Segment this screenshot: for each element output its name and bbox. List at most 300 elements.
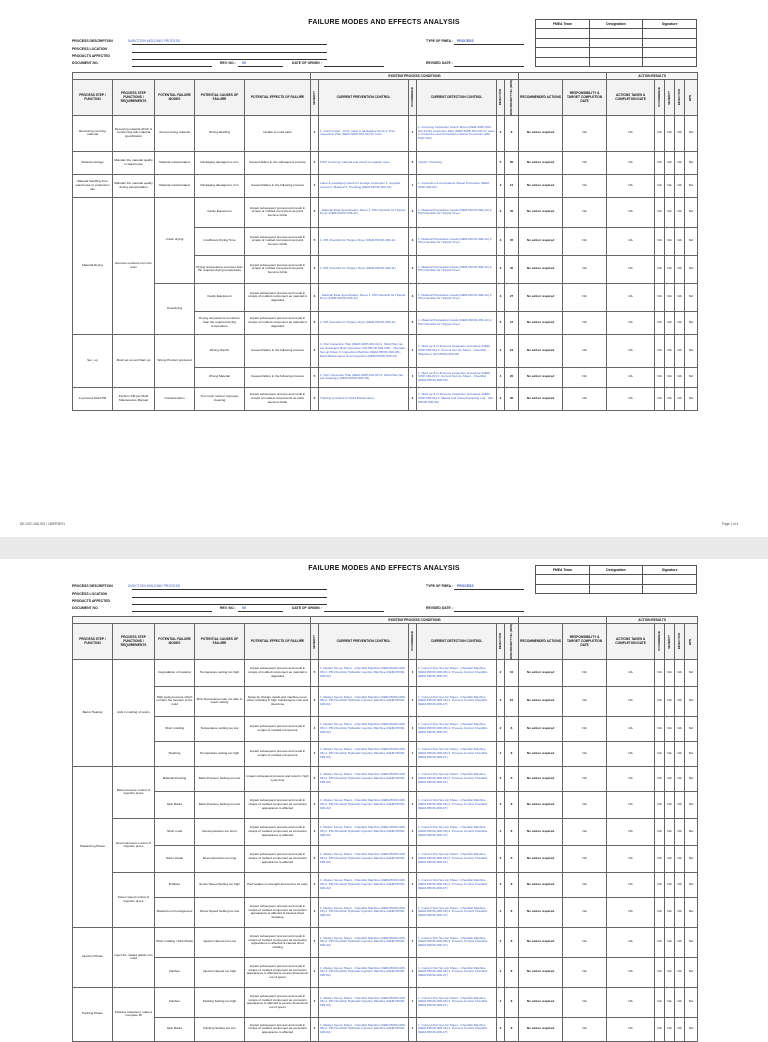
detection-control-cell: 1. Current Run Set-Up Sheet - Checklist Machine (DEM-PROD-006-06) 2. Process Control Checklist (DEM-PROD-006-07) (417, 927, 497, 957)
result-detection-cell: NA (675, 1017, 685, 1041)
cause-cell: Melt Temperature was not able to reach setting (195, 686, 245, 716)
prevention-control-cell: 1. Master Set-up Sheet - Checklist Machine (DEM-PROD-006-06) 2. PM Checklist Hydraulic Injection Machine (DEM-PROD-006-02) (319, 659, 409, 686)
team-cell (589, 48, 643, 58)
detection-control-cell: 1. Current Run Set-Up Sheet - Checklist Machine (DEM-PROD-006-06) 2. Process Control Checklist (DEM-PROD-006-07) (417, 897, 497, 927)
process-description-label: PROCESS DESCRIPTION (72, 584, 113, 588)
rev-no-label: REV. NO.: (220, 61, 236, 65)
rpn-cell: 8 (505, 897, 519, 927)
header-action-results: ACTION RESULTS (607, 617, 698, 624)
severity-cell: 4 (311, 716, 319, 741)
prevention-control-cell: 1. Part Inspection Plan (DEM-SWP-001-02) 2. Mold Plan (as per drawings) Mold instruction (WI-PROD-006-005) - Operator Set-up Sheet 3. Inspection Machine (DEM-PROD-006-05) - Mold Maintenance Sea Inspection (DEM-PROD-006-07) (319, 334, 409, 367)
result-detection-cell: NA (675, 334, 685, 367)
severity-cell: 5 (311, 387, 319, 410)
document-meta (72, 39, 532, 75)
responsibility-cell: NA (563, 227, 607, 255)
header-responsibility: RESPONSIBILITY & TARGET COMPLETION DATE (563, 624, 607, 660)
occurrence-cell: 1 (409, 659, 417, 686)
underline (132, 48, 327, 53)
rpn-cell: 8 (505, 987, 519, 1017)
effect-cell: Impact subsequent process and result in scraps of molded component as parts become brittle (245, 197, 311, 227)
responsibility-cell: NA (563, 255, 607, 283)
products-affected-row (72, 599, 128, 603)
header-prevention-control: CURRENT PREVENTION CONTROL (319, 624, 409, 660)
severity-cell: 4 (311, 845, 319, 872)
fmea-row (73, 174, 698, 197)
failure-mode-cell: Sink Marks (155, 791, 195, 818)
process-location-label: PROCESS LOCATION (72, 47, 107, 51)
header-existing-conditions: EXISTING PROCESS CONDITIONS (311, 73, 519, 80)
detection-control-cell: 1. Current Run Set-Up Sheet - Checklist Machine (DEM-PROD-006-06) 2. Process Control Checklist (DEM-PROD-006-07) (417, 845, 497, 872)
fmea-table (72, 72, 698, 411)
header-detection-control: CURRENT DETECTION CONTROL (417, 80, 497, 116)
responsibility-cell: NA (563, 741, 607, 766)
detection-control-cell: 1. Start-up & In-Process inspection procedure (DEM-SWP-004-02) 2. Metals and Visual Sampling Log - (WI-PROD-006-05) (417, 387, 497, 410)
requirement-cell: Receiving material which is conforming with material specification (113, 115, 155, 151)
underline (132, 62, 212, 67)
process-step-cell: Material Drying (73, 197, 113, 334)
result-detection-cell: NA (675, 174, 685, 197)
recommended-action-cell: No action required (519, 311, 563, 334)
result-severity-cell: NA (665, 334, 675, 367)
team-cell (589, 38, 643, 48)
recommended-action-cell: No action required (519, 957, 563, 987)
actions-taken-cell: NA (607, 283, 655, 311)
occurrence-cell: 1 (409, 367, 417, 387)
fmea-row (73, 987, 698, 1017)
result-detection-cell: NA (675, 927, 685, 957)
occurrence-cell: 1 (409, 818, 417, 845)
occurrence-cell: 3 (409, 151, 417, 174)
detection-control-cell: 1. Current Run Set-Up Sheet - Checklist Machine (DEM-PROD-006-06) 2. Process Control Checklist (DEM-PROD-006-07) (417, 766, 497, 791)
result-rpn-cell: NA (685, 957, 698, 987)
type-of-fmea-value: PROCESS (457, 584, 474, 588)
effect-cell: Caused failure in the following process (245, 174, 311, 197)
recommended-action-cell: No action required (519, 686, 563, 716)
cause-cell: Temperature setting too high (195, 741, 245, 766)
result-detection-cell: NA (675, 255, 685, 283)
actions-taken-cell: NA (607, 791, 655, 818)
footer-doc-ref: DE-DOC-008-001 / 150PR0F01 (20, 522, 66, 526)
occurrence-cell: 1 (409, 957, 417, 987)
cause-cell: Drying temperature set above than the required drying temperature (195, 311, 245, 334)
page-separator (0, 537, 768, 559)
cause-cell: Back Pressure Setting too low (195, 766, 245, 791)
detection-control-cell: 1. Start-up & In-Process inspection procedure (DEM-SWP-004-02) 2. Current Set-Up Sheet - Checklist (Machine) (WI-PROD-006-06) (417, 334, 497, 367)
process-location-row (72, 592, 128, 596)
result-occurrence-cell: NA (655, 367, 665, 387)
cause-cell: Back Pressure Setting too low (195, 791, 245, 818)
result-occurrence-cell: NA (655, 283, 665, 311)
recommended-action-cell: No action required (519, 741, 563, 766)
detection-cell: 2 (497, 686, 505, 716)
team-cell (536, 29, 590, 39)
team-header-fmea-team: FMEA Team (536, 20, 590, 29)
underline (132, 607, 212, 612)
occurrence-cell: 1 (409, 334, 417, 367)
result-rpn-cell: NA (685, 1017, 698, 1041)
page-title: FAILURE MODES AND EFFECTS ANALYSIS (308, 565, 460, 572)
result-rpn-cell: NA (685, 897, 698, 927)
effect-cell: Impact subsequent process and result in scraps of molded component as cosmetics appearance is affected (245, 1017, 311, 1041)
process-location-row (72, 47, 128, 51)
actions-taken-cell: NA (607, 197, 655, 227)
header-existing-conditions: EXISTING PROCESS CONDITIONS (311, 617, 519, 624)
effect-cell: Impact subsequent process and result in scraps of molded component as cosmetics appearance is affected (245, 845, 311, 872)
products-affected-label: PRODUCTS AFFECTED (72, 54, 110, 58)
fmea-row (73, 741, 698, 766)
severity-cell: 4 (311, 897, 319, 927)
result-detection-cell: NA (675, 716, 685, 741)
detection-cell: 3 (497, 174, 505, 197)
rpn-cell: 8 (505, 845, 519, 872)
fmea-row (73, 818, 698, 845)
detection-cell: 2 (497, 791, 505, 818)
result-detection-cell: NA (675, 387, 685, 410)
rpn-cell: 8 (505, 766, 519, 791)
recommended-action-cell: No action required (519, 791, 563, 818)
result-occurrence-cell: NA (655, 255, 665, 283)
responsibility-cell: NA (563, 334, 607, 367)
process-description-value: INJECTION MOLDING PROCESS (128, 584, 181, 588)
result-severity-cell: NA (665, 197, 675, 227)
responsibility-cell: NA (563, 818, 607, 845)
actions-taken-cell: NA (607, 957, 655, 987)
underline (238, 62, 283, 67)
result-detection-cell: NA (675, 818, 685, 845)
team-cell (536, 575, 590, 585)
severity-cell: 4 (311, 791, 319, 818)
responsibility-cell: NA (563, 686, 607, 716)
cause-cell: Packaging damaged or torn (195, 151, 245, 174)
result-occurrence-cell: NA (655, 151, 665, 174)
result-detection-cell: NA (675, 957, 685, 987)
result-severity-cell: NA (665, 741, 675, 766)
responsibility-cell: NA (563, 283, 607, 311)
result-occurrence-cell: NA (655, 716, 665, 741)
rpn-cell: 8 (505, 1017, 519, 1041)
prevention-control-cell: 1. Master Set-up Sheet - Checklist Machine (DEM-PROD-006-06) 2. PM Checklist Hydraulic Injection Machine (DEM-PROD-006-02) (319, 957, 409, 987)
severity-cell: 4 (311, 927, 319, 957)
detection-control-cell: 1. Inspection & Acceptance Status Procedure (DEM-SWP-004-02) (417, 174, 497, 197)
responsibility-cell: NA (563, 872, 607, 897)
cause-cell: Screw Speed Setting too low (195, 897, 245, 927)
severity-cell: 4 (311, 957, 319, 987)
recommended-action-cell: No action required (519, 1017, 563, 1041)
result-detection-cell: NA (675, 897, 685, 927)
result-occurrence-cell: NA (655, 987, 665, 1017)
result-detection-cell: NA (675, 741, 685, 766)
revised-date-label: REVISED DATE : (426, 606, 453, 610)
fmea-team-table (535, 565, 697, 594)
actions-taken-cell: NA (607, 334, 655, 367)
severity-cell: 4 (311, 987, 319, 1017)
header-result-detection: DETECTION (675, 80, 685, 116)
detection-cell: 3 (497, 197, 505, 227)
result-rpn-cell: NA (685, 311, 698, 334)
fmea-team-table (535, 19, 697, 67)
occurrence-cell: 1 (409, 845, 417, 872)
result-severity-cell: NA (665, 151, 675, 174)
type-of-fmea-value: PROCESS (457, 39, 474, 43)
detection-cell: 2 (497, 872, 505, 897)
result-occurrence-cell: NA (655, 791, 665, 818)
prevention-control-cell: 1. Master Set-up Sheet - Checklist Machine (DEM-PROD-006-06) 2. PM Checklist Hydraulic Injection Machine (DEM-PROD-006-02) (319, 987, 409, 1017)
result-severity-cell: NA (665, 659, 675, 686)
failure-mode-cell: Material contaminated (155, 151, 195, 174)
result-occurrence-cell: NA (655, 957, 665, 987)
detection-cell: 3 (497, 255, 505, 283)
rpn-cell: 45 (505, 227, 519, 255)
result-detection-cell: NA (675, 151, 685, 174)
recommended-action-cell: No action required (519, 255, 563, 283)
fmea-page-2 (0, 560, 768, 1035)
result-severity-cell: NA (665, 927, 675, 957)
recommended-action-cell: No action required (519, 872, 563, 897)
result-rpn-cell: NA (685, 115, 698, 151)
failure-mode-cell: Material non homogenous (155, 897, 195, 927)
detection-control-cell: 1. Material Preparation Guide (DEM-PROD-006-12) 2. PM Checklist for Hopper Dryer (417, 197, 497, 227)
prevention-control-cell: 1. Part Inspection Plan (DEM-SWP-001-02) 2. Mold Plan (as per drawings) (DEM-PROD-006-05) (319, 367, 409, 387)
result-rpn-cell: NA (685, 659, 698, 686)
result-severity-cell: NA (665, 872, 675, 897)
effect-cell: Caused failure in the following process (245, 367, 311, 387)
prevention-control-cell: 1. Master Set-up Sheet - Checklist Machine (DEM-PROD-006-06) 2. PM Checklist Hydraulic Injection Machine (DEM-PROD-006-02) (319, 1017, 409, 1041)
rpn-cell: 45 (505, 197, 519, 227)
effect-cell: Impact subsequent process and result in scraps of molded component as cosmetics appearance is affected & caused sheet breaking (245, 897, 311, 927)
requirement-cell: Maintain the material quality in warehouse (113, 151, 155, 174)
document-meta (72, 584, 532, 620)
result-rpn-cell: NA (685, 367, 698, 387)
requirement-cell: Aids in melting of resins (113, 659, 155, 766)
revised-date-label: REVISED DATE : (426, 61, 453, 65)
header-occurrence: OCCURRENCE (409, 80, 417, 116)
team-cell (643, 48, 697, 58)
recommended-action-cell: No action required (519, 927, 563, 957)
actions-taken-cell: NA (607, 311, 655, 334)
severity-cell: 4 (311, 334, 319, 367)
result-detection-cell: NA (675, 872, 685, 897)
effect-cell: Impact subsequent process and result in scraps of molded components as parts become brittle (245, 387, 311, 410)
failure-mode-cell: High peak pressure which renders the function of the mold (155, 686, 195, 716)
actions-taken-cell: NA (607, 872, 655, 897)
requirement-cell: Packing material to make a complete fill (113, 987, 155, 1041)
detection-control-cell: 1. Material Preparation Guide (DEM-PROD-006-12) 2. PM Checklist for Hopper Dryer (417, 311, 497, 334)
header-result-detection: DETECTION (675, 624, 685, 660)
team-cell (643, 57, 697, 67)
rpn-cell: 8 (505, 716, 519, 741)
cause-cell: Packaging damaged or torn (195, 174, 245, 197)
cause-cell: Wrong labelling (195, 115, 245, 151)
cause-cell: Injection Speed too high (195, 957, 245, 987)
responsibility-cell: NA (563, 151, 607, 174)
effect-cell: Impact subsequent process and result in scraps of molded component as cosmetics appearance is affected & excess dimensions out of specs (245, 987, 311, 1017)
severity-cell: 3 (311, 283, 319, 311)
detection-cell: 2 (497, 818, 505, 845)
document-no-label: DOCUMENT NO. (72, 606, 99, 610)
result-detection-cell: NA (675, 283, 685, 311)
result-severity-cell: NA (665, 686, 675, 716)
prevention-control-cell: 1. Master Set-up Sheet - Checklist Machine (DEM-PROD-006-06) 2. PM Checklist Hydraulic Injection Machine (DEM-PROD-006-02) (319, 927, 409, 957)
severity-cell: 4 (311, 115, 319, 151)
occurrence-cell: 1 (409, 115, 417, 151)
failure-mode-cell: Silver streak (155, 845, 195, 872)
prevention-control-cell: 1. Master Set-up Sheet - Checklist Machine (DEM-PROD-006-06) 2. PM Checklist Hydraulic Injection Machine (DEM-PROD-006-02) (319, 686, 409, 716)
prevention-control-cell: - Material Data Specification Sheet 1. PM Checklist for Hopper Dryer (DEM-PROD-006-11) (319, 283, 409, 311)
severity-cell: 4 (311, 1017, 319, 1041)
recommended-action-cell: No action required (519, 987, 563, 1017)
team-cell (536, 48, 590, 58)
detection-cell: 2 (497, 845, 505, 872)
header-causes: POTENTIAL CAUSES OF FAILURE (195, 624, 245, 660)
severity-cell: 4 (311, 872, 319, 897)
header-step: PROCESS STEP / FUNCTION (73, 80, 113, 116)
fmea-row (73, 659, 698, 686)
cause-cell: Wrong branch (195, 334, 245, 367)
effect-cell: Impact subsequent process and result in scraps of molded component as cosmetics appearance is affected & excess dimensions out of specs (245, 957, 311, 987)
fmea-row (73, 151, 698, 174)
effect-cell: Impact subsequent process and result in scraps of molded component as material is degraded (245, 659, 311, 686)
result-detection-cell: NA (675, 227, 685, 255)
actions-taken-cell: NA (607, 255, 655, 283)
fmea-table (72, 616, 698, 1042)
effect-cell: Scrap by change molds and machine never when resulting in high maintenance cost and downtime (245, 686, 311, 716)
underline (324, 62, 384, 67)
detection-cell: 3 (497, 227, 505, 255)
fmea-row (73, 957, 698, 987)
prevention-control-cell: 1. PM Checklist for Hopper Dryer (DEM-PROD-006-11) (319, 311, 409, 334)
requirement-cell: Decompression control of injection press (113, 818, 155, 872)
result-occurrence-cell: NA (655, 334, 665, 367)
header-requirements: PROCESS STEP FUNCTIONS / REQUIREMENTS (113, 80, 155, 116)
failure-mode-cell: Flashes (155, 987, 195, 1017)
requirement-cell: Inject the melted plastic into mold (113, 927, 155, 987)
rpn-cell: 8 (505, 957, 519, 987)
result-detection-cell: NA (675, 659, 685, 686)
footer-page-number: Page 1 of 4 (722, 522, 739, 526)
team-cell (589, 584, 643, 594)
responsibility-cell: NA (563, 1017, 607, 1041)
result-detection-cell: NA (675, 311, 685, 334)
responsibility-cell: NA (563, 311, 607, 334)
detection-control-cell: 1. Material Preparation Guide (DEM-PROD-006-12) 2. PM Checklist for Hopper Dryer (417, 227, 497, 255)
responsibility-cell: NA (563, 957, 607, 987)
detection-cell: 5 (497, 151, 505, 174)
result-detection-cell: NA (675, 766, 685, 791)
recommended-action-cell: No action required (519, 283, 563, 311)
detection-control-cell: 1. Current Run Set-Up Sheet - Checklist Machine (DEM-PROD-006-06) 2. Process Control Checklist (DEM-PROD-006-07) (417, 957, 497, 987)
result-severity-cell: NA (665, 283, 675, 311)
header-requirements: PROCESS STEP FUNCTIONS / REQUIREMENTS (113, 624, 155, 660)
severity-cell: 4 (311, 741, 319, 766)
rpn-cell: 8 (505, 818, 519, 845)
occurrence-cell: 3 (409, 387, 417, 410)
result-rpn-cell: NA (685, 227, 698, 255)
actions-taken-cell: NA (607, 845, 655, 872)
result-rpn-cell: NA (685, 766, 698, 791)
underline (324, 607, 384, 612)
result-rpn-cell: NA (685, 987, 698, 1017)
actions-taken-cell: NA (607, 927, 655, 957)
failure-mode-cell: Contamination (155, 387, 195, 410)
underline (132, 585, 327, 590)
recommended-action-cell: No action required (519, 766, 563, 791)
header-rpn: RISK PRIORITY NO. (RPN) (505, 80, 519, 116)
detection-cell: 2 (497, 659, 505, 686)
type-of-fmea-label: TYPE OF FMEA : (426, 39, 453, 43)
responsibility-cell: NA (563, 766, 607, 791)
result-occurrence-cell: NA (655, 387, 665, 410)
severity-cell: 5 (311, 686, 319, 716)
prevention-control-cell: 1. Master Set-up Sheet - Checklist Machine (DEM-PROD-006-06) 2. PM Checklist Hydraulic Injection Machine (DEM-PROD-006-02) (319, 741, 409, 766)
header-result-rpn: RPN (685, 624, 698, 660)
detection-cell: 4 (497, 367, 505, 387)
detection-control-cell: Visual / Checking (417, 151, 497, 174)
actions-taken-cell: NA (607, 987, 655, 1017)
recommended-action-cell: No action required (519, 174, 563, 197)
team-cell (643, 38, 697, 48)
result-rpn-cell: NA (685, 845, 698, 872)
cause-cell: Temperature setting too low (195, 716, 245, 741)
effect-cell: Impact subsequent process and result in scraps of molded component as material is degraded (245, 311, 311, 334)
effect-cell: Impact subsequent process and result in scraps of molded component as cosmetics appearance is affected (245, 818, 311, 845)
result-severity-cell: NA (665, 174, 675, 197)
cause-cell: Drying temperature set lower than the required drying temperature (195, 255, 245, 283)
process-step-cell: Set - up (73, 334, 113, 387)
process-step-cell: Plasticizing Phase (73, 766, 113, 927)
process-description-label: PROCESS DESCRIPTION (72, 39, 113, 43)
rpn-cell: 16 (505, 334, 519, 367)
team-header-signature: Signature (643, 566, 697, 575)
result-occurrence-cell: NA (655, 659, 665, 686)
actions-taken-cell: NA (607, 818, 655, 845)
result-severity-cell: NA (665, 987, 675, 1017)
team-header-designation: Designation (589, 20, 643, 29)
occurrence-cell: 1 (409, 897, 417, 927)
detection-control-cell: 1. Start-up & In-Process inspection procedure (DEM-SWP-004-02) 2. Current Set-Up Sheet - Checklist (DEM-PROD-006-06) (417, 367, 497, 387)
header-actions-taken: ACTIONS TAKEN & COMPLETION DATE (607, 80, 655, 116)
document-no-label: DOCUMENT NO. (72, 61, 99, 65)
underline (238, 607, 283, 612)
occurrence-cell: 1 (409, 791, 417, 818)
fmea-row (73, 872, 698, 897)
result-detection-cell: NA (675, 987, 685, 1017)
header-result-severity: SEVERITY (665, 80, 675, 116)
team-cell (643, 584, 697, 594)
failure-mode-cell: Bubbles (155, 872, 195, 897)
result-rpn-cell: NA (685, 151, 698, 174)
result-occurrence-cell: NA (655, 897, 665, 927)
prevention-control-cell: 1. Master Set-up Sheet - Checklist Machine (DEM-PROD-006-06) 2. PM Checklist Hydraulic Injection Machine (DEM-PROD-006-02) (319, 791, 409, 818)
effect-cell: Unable to mold parts (245, 115, 311, 151)
actions-taken-cell: NA (607, 1017, 655, 1041)
effect-cell: Part weaken in strength and tend to be easy (245, 872, 311, 897)
result-severity-cell: NA (665, 845, 675, 872)
rev-no-value: 00 (242, 606, 246, 610)
rpn-cell: 60 (505, 151, 519, 174)
result-severity-cell: NA (665, 387, 675, 410)
occurrence-cell: 1 (409, 1017, 417, 1041)
prevention-control-cell: 1. Master Set-up Sheet - Checklist Machine (DEM-PROD-006-06) 2. PM Checklist Hydraulic Injection Machine (DEM-PROD-006-02) (319, 872, 409, 897)
rpn-cell: 8 (505, 791, 519, 818)
process-step-cell: Material handling from warehouse to production site (73, 174, 113, 197)
process-step-cell: Barrel Heating (73, 659, 113, 766)
prevention-control-cell: - Material Data Specification Sheet 1. PM Checklist for Hopper Dryer (DEM-PROD-006-11) (319, 197, 409, 227)
severity-cell: 5 (311, 197, 319, 227)
result-severity-cell: NA (665, 897, 675, 927)
responsibility-cell: NA (563, 791, 607, 818)
rpn-cell: 8 (505, 872, 519, 897)
recommended-action-cell: No action required (519, 659, 563, 686)
